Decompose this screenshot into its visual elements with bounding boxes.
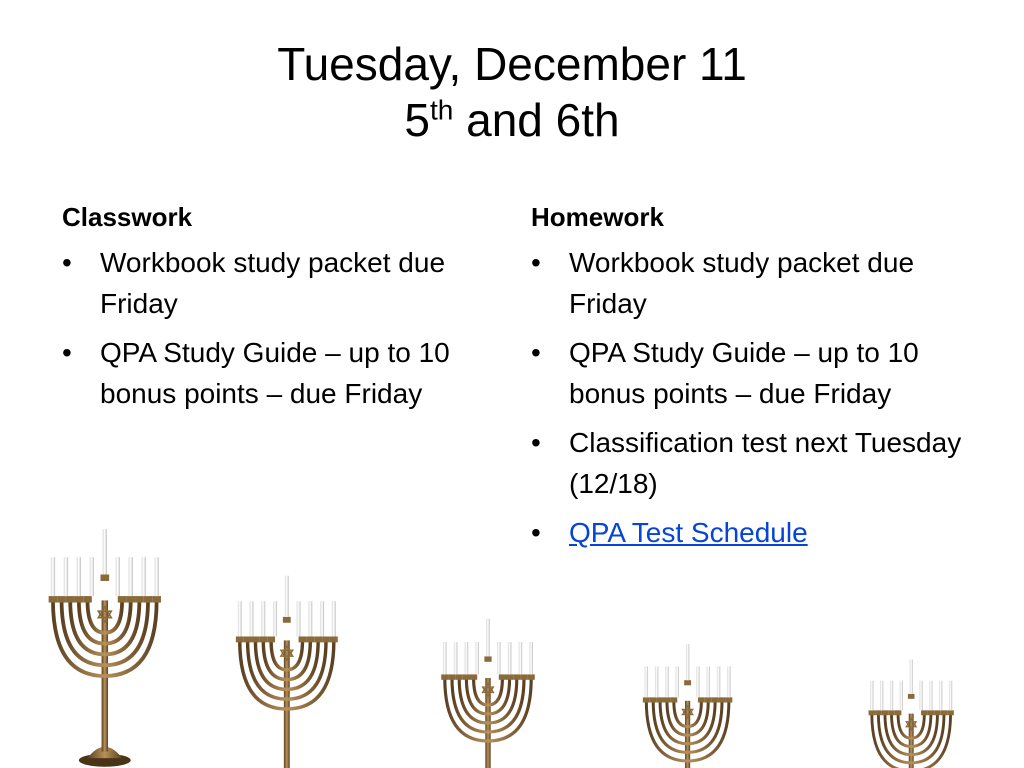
bullet-icon: • (62, 337, 72, 368)
title-period-number: 5 (404, 94, 430, 146)
bullet-icon: • (531, 427, 541, 458)
list-item (62, 242, 502, 324)
bullet-icon: • (531, 247, 541, 278)
list-item-text: QPA Study Guide – up to 10 bonus points – due Friday (100, 337, 450, 409)
title-periods (404, 94, 619, 146)
list-item (531, 422, 971, 504)
classwork-heading: Classwork (62, 202, 193, 232)
homework-heading: Homework (531, 202, 664, 232)
menorah-icon (49, 529, 161, 767)
list-item-text: QPA Study Guide – up to 10 bonus points – due Friday (569, 337, 919, 409)
menorah-icon (869, 659, 954, 768)
bullet-icon: • (531, 517, 541, 548)
menorah-icon (441, 619, 535, 768)
title-period-rest: and 6th (453, 94, 620, 146)
slide-title (0, 36, 1024, 148)
list-item-text: Classification test next Tuesday (12/18) (569, 427, 962, 499)
menorah-row (0, 500, 1024, 768)
classwork-column (62, 200, 502, 422)
qpa-test-schedule-link[interactable]: QPA Test Schedule (569, 517, 808, 548)
classwork-list (62, 242, 502, 414)
bullet-icon: • (62, 247, 72, 278)
list-item-text: Workbook study packet due Friday (569, 247, 915, 319)
bullet-icon: • (531, 337, 541, 368)
menorah-icon (236, 576, 338, 768)
title-date: Tuesday, December 11 (277, 38, 747, 90)
list-item (531, 242, 971, 324)
title-period-suffix: th (429, 94, 454, 126)
menorah-icon (643, 644, 732, 768)
list-item-text: Workbook study packet due Friday (100, 247, 446, 319)
list-item (531, 332, 971, 414)
list-item (62, 332, 502, 414)
